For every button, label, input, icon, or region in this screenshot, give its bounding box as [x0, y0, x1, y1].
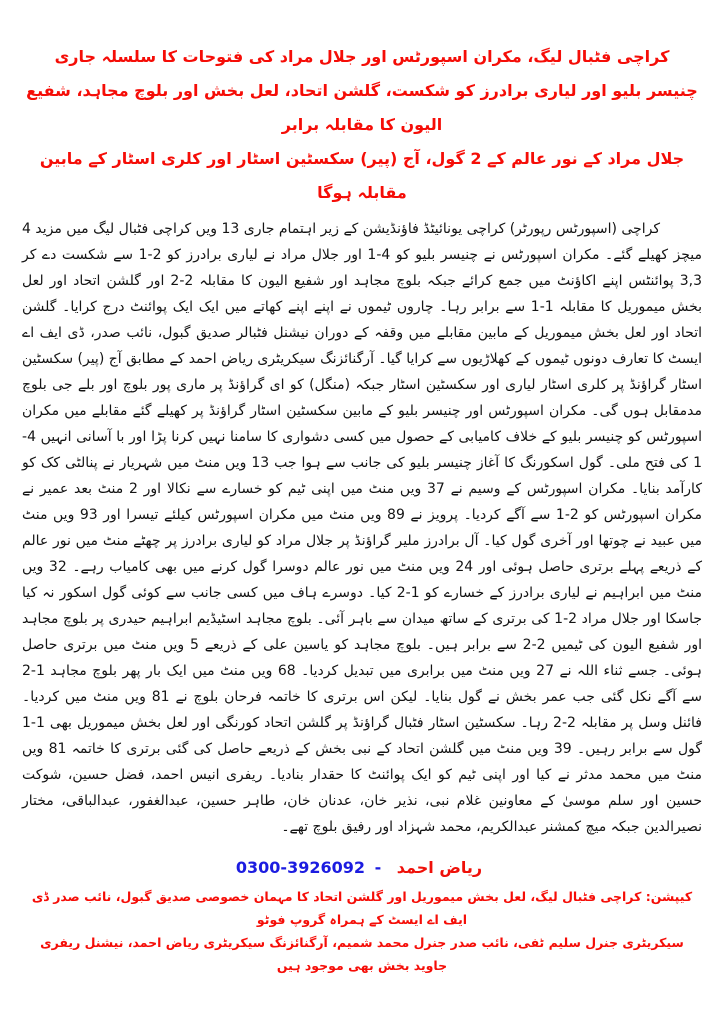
- caption-line-1: کیپشن: کراچی فٹبال لیگ، لعل بخش میموریل اور گلشن اتحاد کا مہمان خصوصی صدیق گبول، نائب صدر ڈی ایف اے ایسٹ کے ہمراہ گروپ فوٹو: [31, 889, 693, 927]
- contact-separator: -: [374, 858, 382, 877]
- phone-number: 0300-3926092: [235, 858, 365, 877]
- article-body: [22, 216, 702, 840]
- headline-line-2: چنیسر بلیو اور لیاری برادرز کو شکست، گلشن اتحاد، لعل بخش اور بلوچ مجاہد، شفیع الیون کا مقابلہ برابر: [26, 81, 698, 134]
- photo-caption: [26, 885, 698, 977]
- caption-line-2: سیکریٹری جنرل سلیم ٹفی، نائب صدر جنرل محمد شمیم، آرگنائزنگ سیکریٹری ریاض احمد، نیشنل ریفری جاوید بخش بھی موجود ہیں: [40, 935, 684, 973]
- contact-line: [0, 858, 724, 877]
- article-text: کراچی (اسپورٹس رپورٹر) کراچی یونائیٹڈ فاؤنڈیشن کے زیر اہتمام جاری 13 ویں کراچی فٹبال لیگ میں مزید 4 میچز کھیلے گئے۔ مکران اسپورٹس نے چنیسر بلیو کو 4-1 اور جلال مراد نے لیاری برادرز کو 2-1 سے شکست دے کر 3,3 پوائنٹس اپنے اکاؤنٹ میں جمع کرائے جبکہ بلوچ مجاہد اور شفیع الیون کا مقابلہ 2-2 اور گلشن اتحاد اور لعل بخش میموریل کا مقابلہ 1-1 سے برابر رہا۔ چاروں ٹیموں نے اپنے اپنے کھاتے میں ایک ایک پوائنٹ درج کرایا۔ گلشن اتحاد اور لعل بخش میموریل کے مابین مقابلے میں وقفہ کے دوران نیشنل فٹبالر صدیق گبول، نائب صدر، ڈی ایف اے ایسٹ کا تعارف دونوں ٹیموں کے کھلاڑیوں سے کرایا گیا۔ آرگنائزنگ سیکریٹری ریاض احمد کے مطابق آج (پیر) سکسٹین اسٹار گراؤنڈ پر کلری اسٹار لیاری اور سکسٹین اسٹار جبکہ (منگل) کو ای گراؤنڈ پر ماری پور بلوچ اور بلے جی بلوچ مدمقابل ہوں گی۔ مکران اسپورٹس اور چنیسر بلیو کے مابین سکسٹین اسٹار گراؤنڈ پر کھیلے گئے مقابلے میں مکران اسپورٹس کو چنیسر بلیو کے خلاف کامیابی کے حصول میں کسی دشواری کا سامنا نہیں کرنا پڑا اور با آسانی انہیں 4-1 کی فتح ملی۔ گول اسکورنگ کا آغاز چنیسر بلیو کی جانب سے ہوا جب 13 ویں منٹ میں شہریار نے پنالٹی کک کو کارآمد بنایا۔ مکران اسپورٹس کے وسیم نے 37 ویں منٹ میں اپنی ٹیم کو خسارے سے نکالا اور 2 منٹ بعد عمیر نے مکران اسپورٹس کو 2-1 سے آگے کردیا۔ پرویز نے 89 ویں منٹ میں مکران اسپورٹس کیلئے تیسرا اور 93 ویں منٹ میں عبید نے چوتھا اور آخری گول کیا۔ آل برادرز ملیر گراؤنڈ پر جلال مراد کو لیاری برادرز پر چھٹے منٹ میں نور عالم کے ذریعے پہلے برتری حاصل ہوئی اور 24 ویں منٹ میں نور عالم دوسرا گول کرنے میں بھی کامیاب رہے۔ 32 ویں منٹ میں ابراہیم نے لیاری برادرز کے خسارے کو 1-2 کیا۔ دوسرے ہاف میں کسی جانب سے کوئی گول اسکور نہ کیا جاسکا اور جلال مراد 2-1 کی برتری کے ساتھ میدان سے باہر آئی۔ بلوچ مجاہد اسٹیڈیم ابراہیم حیدری پر بلوچ مجاہد اور شفیع الیون کی ٹیمیں 2-2 سے برابر ہیں۔ بلوچ مجاہد کو یاسین علی کے ذریعے 5 ویں منٹ میں برتری حاصل ہوئی۔ جسے ثناء اللہ نے 27 ویں منٹ میں برابری میں تبدیل کردیا۔ 68 ویں منٹ میں ایک بار پھر بلوچ مجاہد 1-2 سے آگے نکل گئی جب عمر بخش نے گول بنایا۔ لیکن اس برتری کا خاتمہ فرحان بلوچ نے 81 ویں منٹ میں کردیا۔ فائنل وسل پر مقابلہ 2-2 رہا۔ سکسٹین اسٹار فٹبال گراؤنڈ پر گلشن اتحاد کورنگی اور لعل بخش میموریل بھی 1-1 گول سے برابر رہیں۔ 39 ویں منٹ میں گلشن اتحاد کے نبی بخش کے ذریعے حاصل کی گئی برتری کا خاتمہ 81 ویں منٹ میں محمد مدثر نے کیا اور اپنی ٹیم کو ایک پوائنٹ کا حقدار بنادیا۔ ریفری انیس احمد، فضل حسین، شوکت حسین اور سلم موسیٰ کے معاونین غلام نبی، نذیر خان، عدنان خان، طاہر حسین، عبدالغفور، عبدالباقی، مختار نصیرالدین جبکہ میچ کمشنر عبدالکریم، محمد شہزاد اور رفیق بلوچ تھے۔: [22, 221, 703, 835]
- reporter-name: ریاض احمد: [396, 858, 483, 877]
- headline-line-3: جلال مراد کے نور عالم کے 2 گول، آج (پیر) سکسٹین اسٹار اور کلری اسٹار کے مابین مقابلہ ہوگا: [39, 149, 685, 202]
- headline-line-1: کراچی فٹبال لیگ، مکران اسپورٹس اور جلال مراد کی فتوحات کا سلسلہ جاری: [54, 47, 670, 66]
- headline: [16, 40, 708, 210]
